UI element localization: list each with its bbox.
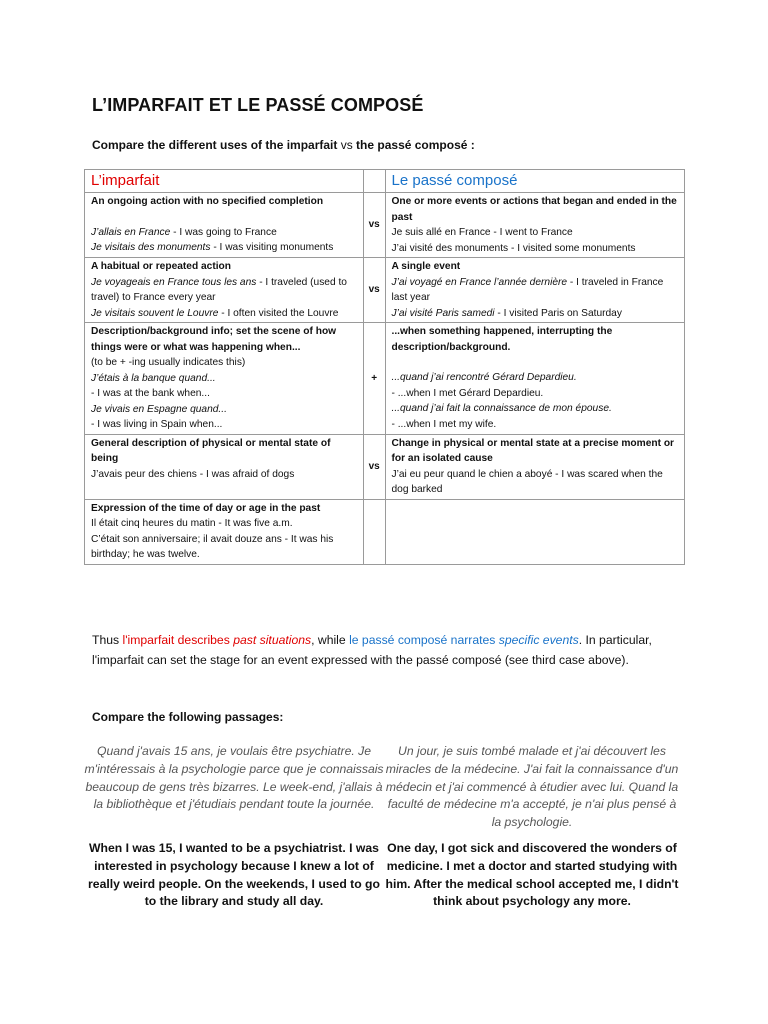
summary-part1: Thus (92, 633, 123, 647)
passage-right-french: Un jour, je suis tombé malade et j'ai découvert les miracles de la médecine. J'ai fait la connaissance d'un médecin et j'ai commencé à étudier avec lui. Quand la faculté de médecine m'a accepté, je n'ai plus pensé à la psychologie. (385, 744, 679, 830)
row4-left-example1: J’avais peur des chiens - I was afraid of dogs (91, 468, 295, 480)
header-passe-compose (385, 170, 685, 193)
row5-right-cell (385, 499, 685, 564)
header-imparfait (85, 170, 364, 193)
row1-mid: vs (363, 193, 385, 258)
passage-left-french: Quand j'avais 15 ans, je voulais être psychiatre. Je m'intéressais à la psychologie parce que je connaissais beaucoup de gens très bizarres. Le week-end, j'allais à la bibliothèque et j'étudiais pendant toute la journée. (84, 744, 384, 812)
row3-left-example1-en: - I was at the bank when... (91, 388, 210, 399)
summary-imparfait-label: l'imparfait describes (122, 633, 230, 647)
row3-right-example2-fr: ...quand j’ai fait la connaissance de mon épouse. (391, 403, 612, 414)
row2-left-cell (85, 258, 364, 323)
row4-left-cell (85, 434, 364, 499)
subtitle-after: the passé composé : (352, 138, 475, 152)
subtitle-before: Compare the different uses of the imparfait (92, 138, 341, 152)
row5-mid (363, 499, 385, 564)
row2-right-heading: A single event (391, 261, 461, 272)
row2-left-example1: Je voyageais en France tous les ans - I traveled (used to travel) to France every year (91, 276, 347, 303)
row1-right-heading: One or more events or actions that began and ended in the past (391, 196, 677, 223)
row2-left-heading: A habitual or repeated action (91, 261, 232, 272)
compare-heading: Compare the following passages: (92, 710, 284, 724)
summary-specific-events: specific events (498, 633, 579, 647)
row3-right-cell (385, 323, 685, 435)
row3-left-example1-fr: J’étais à la banque quand... (91, 372, 216, 384)
summary-passe-compose-label: le passé composé narrates (349, 633, 496, 647)
passage-right-english: One day, I got sick and discovered the wonders of medicine. I met a doctor and started studying with him. After the medical school accepted me, I didn't think about psychology any more. (385, 841, 679, 909)
row5-left-example1: Il était cinq heures du matin - It was five a.m. (91, 518, 293, 529)
header-imparfait-label: L’imparfait (91, 172, 160, 189)
row2-right-example1: J’ai voyagé en France l’année dernière - I traveled in France last year (391, 276, 664, 303)
row3-right-example1-fr: ...quand j’ai rencontré Gérard Depardieu. (391, 372, 577, 383)
summary-paragraph (92, 630, 692, 670)
row2-left-example2: Je visitais souvent le Louvre - I often visited the Louvre (91, 307, 339, 319)
row2-right-example2: J’ai visité Paris samedi - I visited Paris on Saturday (391, 307, 622, 319)
passage-left-english: When I was 15, I wanted to be a psychiatrist. I was interested in psychology because I knew a lot of really weird people. On the weekends, I used to go to the library and study all day. (88, 841, 380, 909)
row1-right-example2: J’ai visité des monuments - I visited some monuments (391, 242, 636, 254)
row4-right-heading: Change in physical or mental state at a precise moment or for an isolated cause (391, 437, 675, 464)
row4-mid: vs (363, 434, 385, 499)
subtitle (92, 138, 475, 152)
page-title: L’IMPARFAIT ET LE PASSÉ COMPOSÉ (92, 95, 424, 115)
header-mid-cell (363, 170, 385, 193)
row3-left-example2-fr: Je vivais en Espagne quand... (91, 403, 227, 415)
row4-right-cell (385, 434, 685, 499)
row3-right-example2-en: - ...when I met my wife. (391, 418, 497, 430)
summary-past-situations: past situations (233, 633, 312, 647)
row1-right-cell (385, 193, 685, 258)
row5-left-heading: Expression of the time of day or age in the past (91, 502, 321, 514)
header-passe-compose-label: Le passé composé (391, 172, 518, 189)
table-header-row (85, 170, 685, 193)
row4-left-heading: General description of physical or mental state of being (91, 437, 331, 464)
subtitle-vs: vs (340, 138, 353, 152)
table-row (85, 434, 685, 499)
row1-left-cell (85, 193, 364, 258)
row3-left-heading: Description/background info; set the scene of how things were or what was happening when... (91, 326, 337, 353)
table-row (85, 499, 685, 564)
row1-left-heading: An ongoing action with no specified completion (91, 196, 324, 207)
row3-right-heading: ...when something happened, interrupting the description/background. (391, 326, 613, 353)
summary-part3: . In particular, l'imparfait can set the stage for an event expressed with the passé composé (see third case above). (92, 633, 652, 667)
table-row (85, 258, 685, 323)
summary-part2: , while (311, 633, 350, 647)
row2-mid: vs (363, 258, 385, 323)
row5-left-cell (85, 499, 364, 564)
row2-right-cell (385, 258, 685, 323)
row3-left-note: (to be + -ing usually indicates this) (91, 357, 246, 368)
row1-left-example2: Je visitais des monuments - I was visiting monuments (91, 242, 334, 253)
row1-right-example1: Je suis allé en France - I went to France (391, 227, 573, 238)
comparison-table (84, 169, 685, 565)
row3-mid: + (363, 323, 385, 435)
row3-left-cell (85, 323, 364, 435)
row3-right-example1-en: - ...when I met Gérard Depardieu. (391, 387, 544, 399)
row5-left-example2: C’était son anniversaire; il avait douze ans - It was his birthday; he was twelve. (91, 533, 334, 560)
table-row (85, 193, 685, 258)
row3-left-example2-en: - I was living in Spain when... (91, 419, 223, 430)
row4-right-example1: J’ai eu peur quand le chien a aboyé - I was scared when the dog barked (391, 468, 663, 495)
row1-left-example1: J’allais en France - I was going to France (91, 226, 277, 238)
table-row (85, 323, 685, 435)
